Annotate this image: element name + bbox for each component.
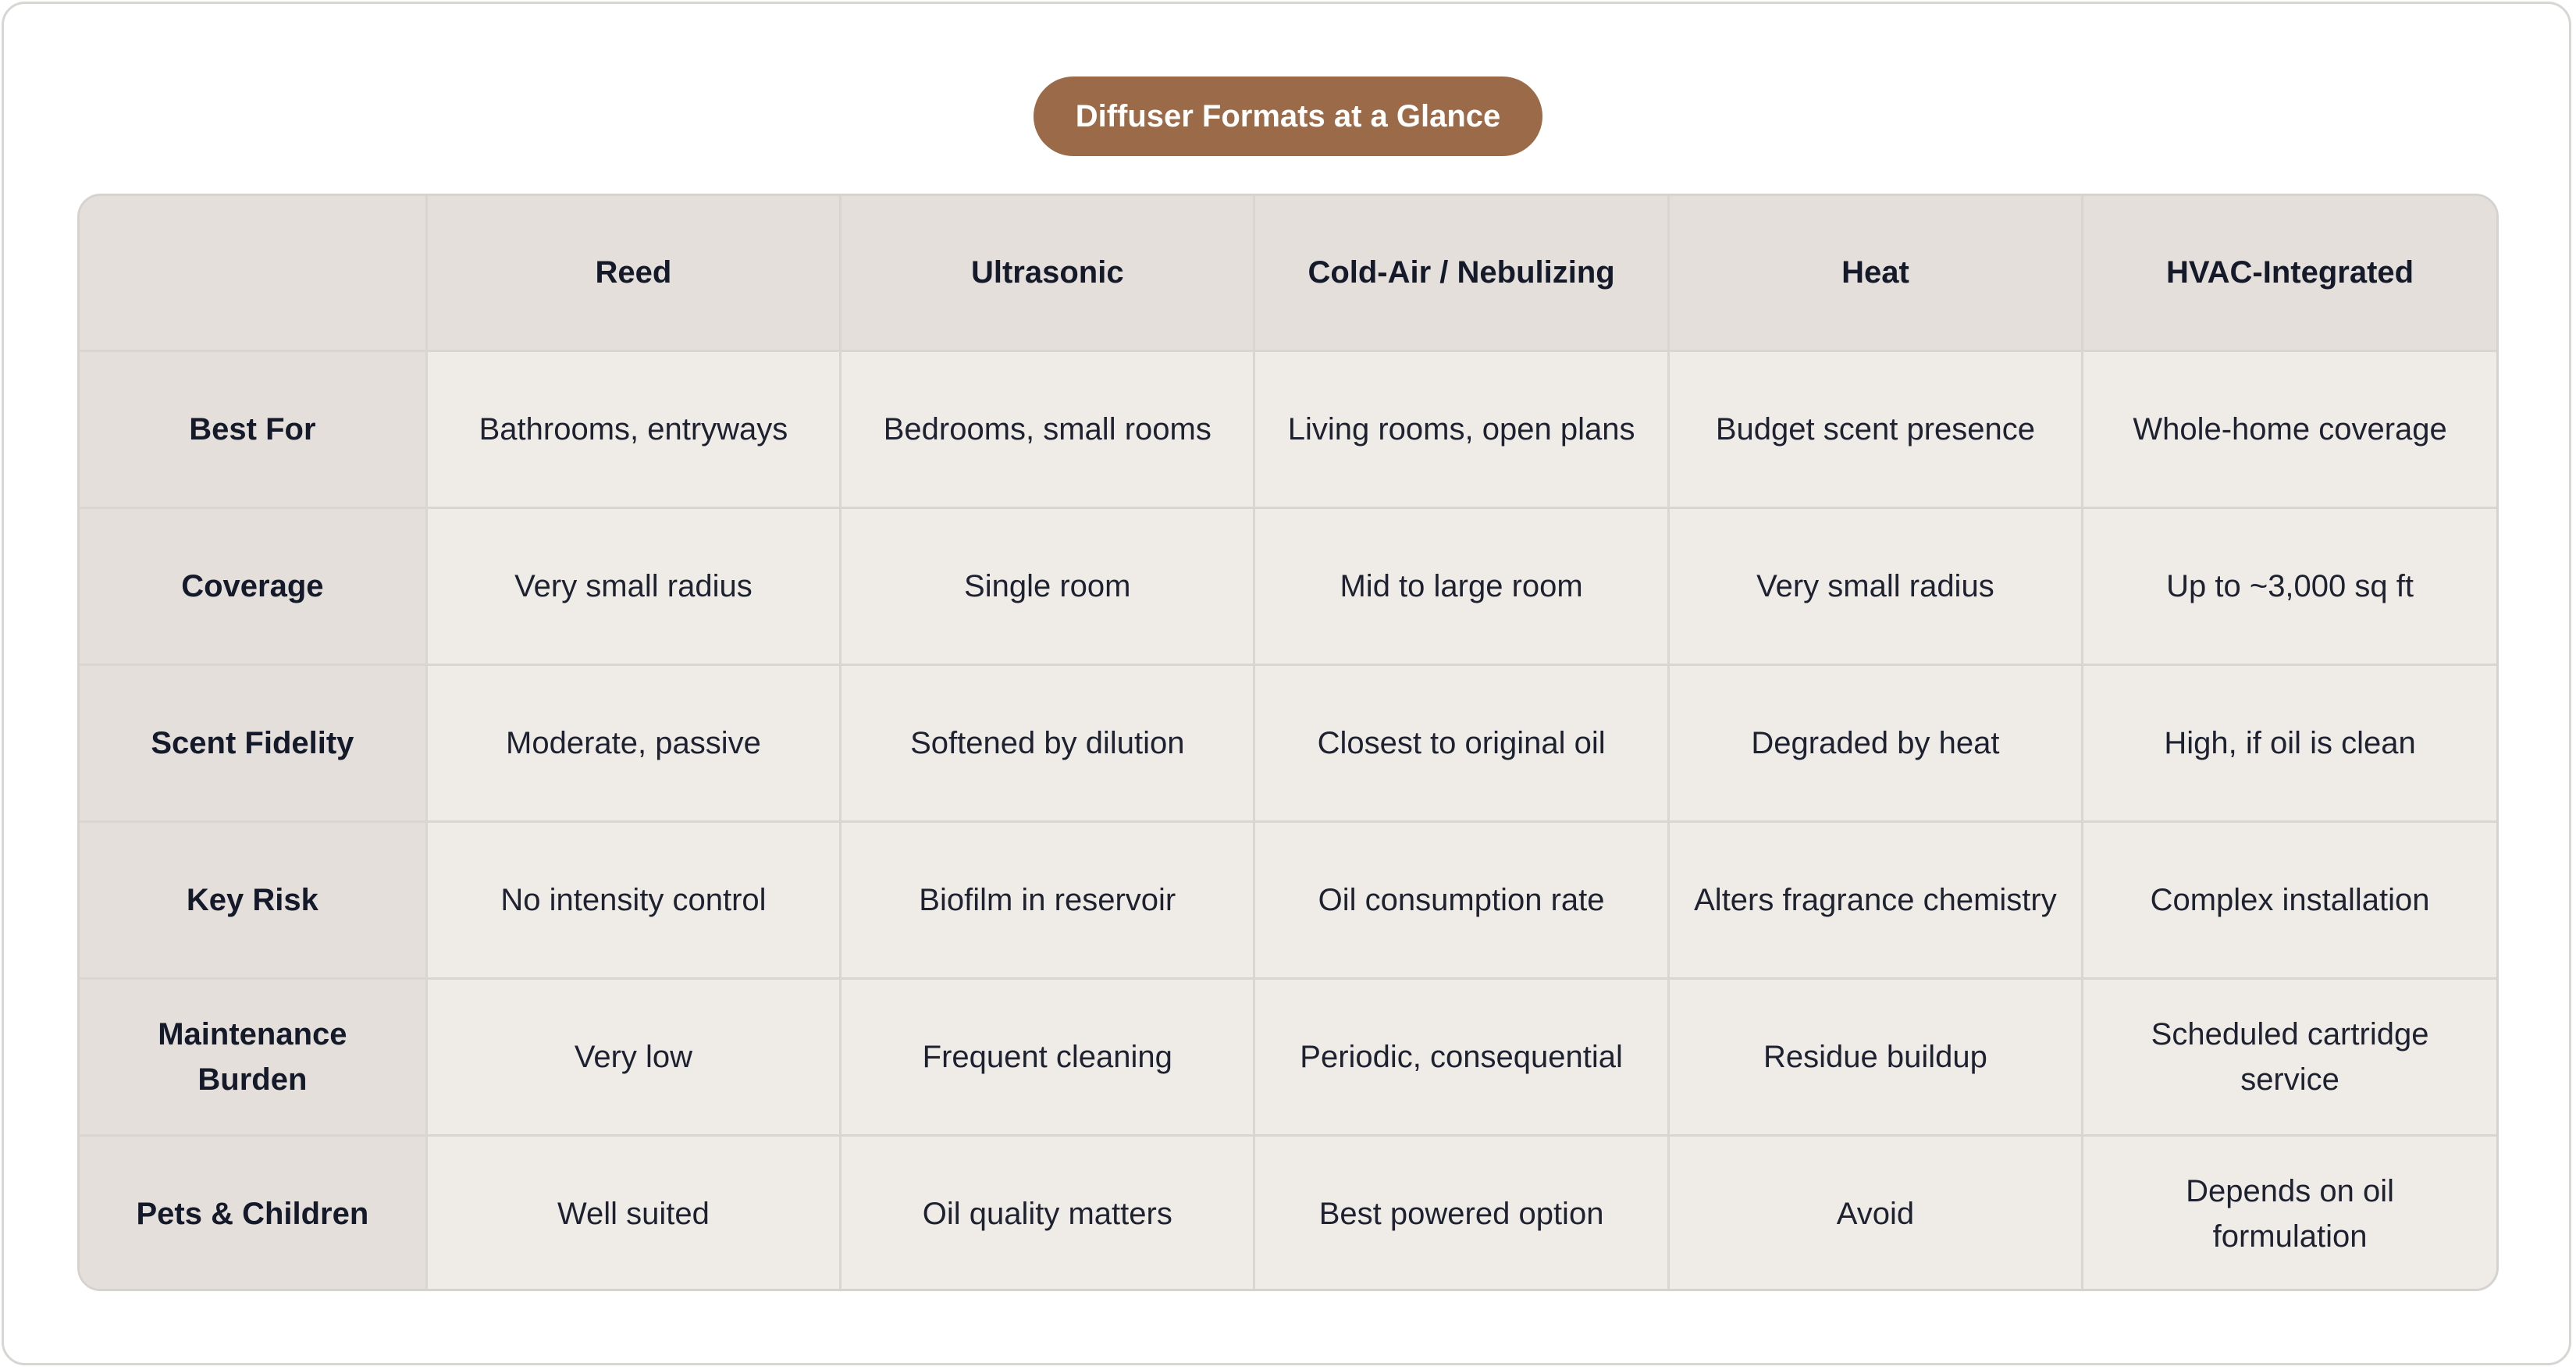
table-header-row [80,196,2496,351]
table-cell: Well suited [426,1135,840,1291]
table-row [80,821,2496,978]
table-row [80,664,2496,821]
table-row [80,351,2496,507]
table-cell: Whole-home coverage [2083,351,2496,507]
column-header-reed: Reed [426,196,840,351]
comparison-table-container [77,194,2499,1291]
table-cell: Alters fragrance chemistry [1668,821,2082,978]
table-cell: Periodic, consequential [1254,978,1668,1135]
row-label-scent-fidelity: Scent Fidelity [80,664,426,821]
table-cell: No intensity control [426,821,840,978]
table-cell: Bedrooms, small rooms [841,351,1254,507]
table-cell: Depends on oil formulation [2083,1135,2496,1291]
table-cell: Very small radius [1668,507,2082,664]
table-cell: Living rooms, open plans [1254,351,1668,507]
table-row [80,978,2496,1135]
table-cell: Frequent cleaning [841,978,1254,1135]
table-row [80,1135,2496,1291]
row-label-maintenance-burden: Maintenance Burden [80,978,426,1135]
table-cell: Best powered option [1254,1135,1668,1291]
corner-cell [80,196,426,351]
table-cell: Degraded by heat [1668,664,2082,821]
table-cell: Oil quality matters [841,1135,1254,1291]
table-cell: Budget scent presence [1668,351,2082,507]
table-cell: Up to ~3,000 sq ft [2083,507,2496,664]
table-row [80,507,2496,664]
row-label-key-risk: Key Risk [80,821,426,978]
table-cell: Bathrooms, entryways [426,351,840,507]
column-header-hvac: HVAC-Integrated [2083,196,2496,351]
table-cell: Scheduled cartridge service [2083,978,2496,1135]
table-cell: Very low [426,978,840,1135]
table-cell: Closest to original oil [1254,664,1668,821]
table-cell: Avoid [1668,1135,2082,1291]
column-header-ultrasonic: Ultrasonic [841,196,1254,351]
table-cell: Residue buildup [1668,978,2082,1135]
table-cell: Oil consumption rate [1254,821,1668,978]
table-cell: Moderate, passive [426,664,840,821]
table-cell: High, if oil is clean [2083,664,2496,821]
column-header-heat: Heat [1668,196,2082,351]
row-label-best-for: Best For [80,351,426,507]
table-cell: Single room [841,507,1254,664]
table-cell: Complex installation [2083,821,2496,978]
row-label-coverage: Coverage [80,507,426,664]
table-cell: Mid to large room [1254,507,1668,664]
row-label-pets-children: Pets & Children [80,1135,426,1291]
column-header-cold-air: Cold-Air / Nebulizing [1254,196,1668,351]
comparison-table [80,196,2496,1291]
page-title: Diffuser Formats at a Glance [1034,77,1542,156]
table-cell: Very small radius [426,507,840,664]
table-cell: Softened by dilution [841,664,1254,821]
table-cell: Biofilm in reservoir [841,821,1254,978]
